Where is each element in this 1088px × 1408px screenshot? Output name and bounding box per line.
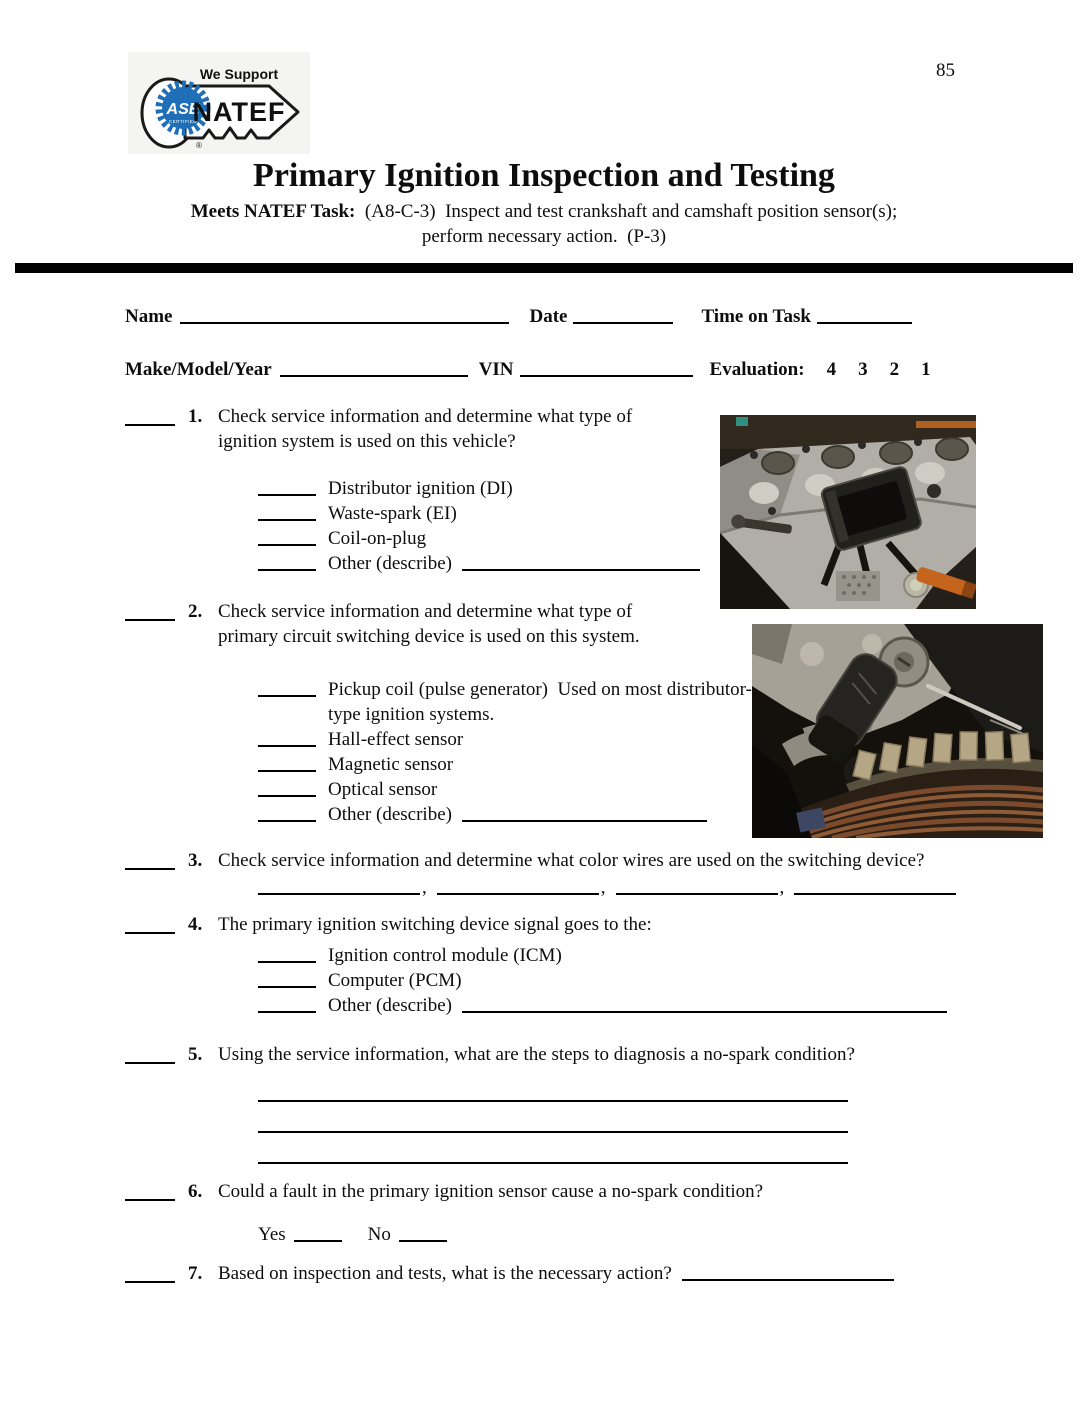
q2-option-2-label: Hall-effect sensor (328, 729, 464, 750)
q5-answer-line-2[interactable] (258, 1131, 848, 1133)
q2-option-4-label: Optical sensor (328, 779, 438, 800)
registered-mark: ® (196, 141, 202, 150)
q7-text: Based on inspection and tests, what is the necessary action? (218, 1263, 672, 1284)
date-input-blank[interactable] (573, 306, 673, 324)
evaluation-score-3[interactable]: 3 (858, 359, 868, 380)
q3-wire-color-blanks (258, 875, 1088, 900)
q6-yes-blank[interactable] (294, 1224, 342, 1242)
q2-text: Check service information and determine what type of primary circuit switching device is used on this system. (218, 601, 640, 647)
q2-option-4-blank[interactable] (258, 779, 316, 797)
q4-other-blank[interactable] (258, 995, 316, 1013)
q1-option-3-blank[interactable] (258, 528, 316, 546)
comma-separator: , (600, 877, 606, 898)
q5-text: Using the service information, what are the steps to diagnosis a no-spark condition? (218, 1044, 855, 1065)
q4-other-describe-blank[interactable] (462, 995, 947, 1013)
question-7 (125, 1261, 1088, 1286)
q3-score-blank[interactable] (125, 861, 175, 870)
comma-separator: , (422, 877, 427, 898)
question-5 (125, 1042, 1088, 1164)
vin-input-blank[interactable] (520, 359, 693, 377)
task-text: (A8-C-3) Inspect and test crankshaft and camshaft position sensor(s); (355, 201, 898, 222)
name-label: Name (125, 306, 173, 327)
q4-option-1-label: Ignition control module (ICM) (328, 945, 562, 966)
q7-answer-blank[interactable] (682, 1263, 894, 1281)
student-info-row (125, 304, 1088, 329)
vehicle-info-row (125, 357, 1088, 382)
task-text-2: perform necessary action. (P-3) (421, 226, 667, 247)
name-input-blank[interactable] (180, 306, 509, 324)
natef-task-line (0, 199, 1088, 249)
evaluation-score-2[interactable]: 2 (889, 359, 900, 380)
date-label: Date (529, 306, 568, 327)
q3-text: Check service information and determine what color wires are used on the switching device? (218, 850, 925, 871)
q1-text: Check service information and determine what type of ignition system is used on this vehicle? (218, 406, 637, 452)
task-label: Meets NATEF Task: (190, 201, 356, 222)
make-model-year-label: Make/Model/Year (125, 359, 272, 380)
time-on-task-input-blank[interactable] (817, 306, 912, 324)
q6-no-blank[interactable] (399, 1224, 447, 1242)
q6-yes-no-row (258, 1222, 1088, 1247)
q6-text: Could a fault in the primary ignition sensor cause a no-spark condition? (218, 1181, 764, 1202)
q1-option-3-label: Coil-on-plug (328, 528, 427, 549)
q1-other-blank[interactable] (258, 553, 316, 571)
q7-number: 7. (188, 1263, 203, 1284)
evaluation-score-4[interactable]: 4 (826, 359, 837, 380)
q1-other-describe-blank[interactable] (462, 553, 700, 571)
ase-logo-text: ASE (166, 101, 200, 118)
q2-option-3-label: Magnetic sensor (328, 754, 454, 775)
page-number: 85 (936, 60, 955, 81)
q1-option-1-label: Distributor ignition (DI) (328, 478, 513, 499)
q3-number: 3. (188, 850, 203, 871)
q6-score-blank[interactable] (125, 1192, 175, 1201)
q3-wire-color-blank-3[interactable] (616, 877, 778, 895)
q5-answer-lines (258, 1100, 1088, 1164)
q4-score-blank[interactable] (125, 925, 175, 934)
natef-ase-key-logo-icon (133, 56, 308, 153)
q4-option-2-label: Computer (PCM) (328, 970, 462, 991)
q1-number: 1. (188, 406, 203, 427)
q3-wire-color-blank-2[interactable] (437, 877, 599, 895)
make-model-year-input-blank[interactable] (280, 359, 468, 377)
q4-text: The primary ignition switching device signal goes to the: (218, 914, 652, 935)
camshaft-position-sensor-photo (720, 415, 976, 609)
question-4 (125, 912, 1088, 1018)
vin-label: VIN (478, 359, 514, 380)
ase-certified-text: CERTIFIED (168, 119, 198, 124)
q1-option-1-blank[interactable] (258, 478, 316, 496)
q4-other-label: Other (describe) (328, 995, 452, 1016)
natef-text: NATEF (192, 97, 286, 127)
q4-option-2-blank[interactable] (258, 970, 316, 988)
q3-wire-color-blank-4[interactable] (794, 877, 956, 895)
q2-other-label: Other (describe) (328, 804, 452, 825)
q2-score-blank[interactable] (125, 612, 175, 621)
divider-rule (15, 263, 1073, 273)
page-title: Primary Ignition Inspection and Testing (253, 157, 835, 194)
q3-wire-color-blank-1[interactable] (258, 877, 420, 895)
we-support-text: We Support (199, 66, 279, 82)
q4-option-1-blank[interactable] (258, 945, 316, 963)
time-on-task-label: Time on Task (701, 306, 811, 327)
q7-score-blank[interactable] (125, 1274, 175, 1283)
question-6 (125, 1179, 1088, 1247)
q5-score-blank[interactable] (125, 1055, 175, 1064)
q4-options (258, 943, 1088, 1018)
q2-other-describe-blank[interactable] (462, 804, 707, 822)
q4-option-row (258, 993, 1088, 1018)
evaluation-score-1[interactable]: 1 (921, 359, 931, 380)
q2-number: 2. (188, 601, 203, 622)
q2-option-3-blank[interactable] (258, 754, 316, 772)
q5-answer-line-1[interactable] (258, 1100, 848, 1102)
q1-option-2-blank[interactable] (258, 503, 316, 521)
q2-option-1-blank[interactable] (258, 679, 316, 697)
q6-number: 6. (188, 1181, 203, 1202)
q6-yes-label: Yes (258, 1224, 286, 1245)
q1-other-label: Other (describe) (328, 553, 452, 574)
q1-option-2-label: Waste-spark (EI) (328, 503, 457, 524)
q4-option-row (258, 943, 1088, 968)
evaluation-label: Evaluation: (709, 359, 805, 380)
q1-score-blank[interactable] (125, 417, 175, 426)
comma-separator: , (779, 877, 785, 898)
q5-answer-line-3[interactable] (258, 1162, 848, 1164)
q2-option-1-label: Pickup coil (pulse generator) Used on most distributor-type ignition systems. (328, 679, 752, 725)
q5-number: 5. (188, 1044, 203, 1065)
question-3 (125, 848, 1088, 900)
q6-no-label: No (367, 1224, 391, 1245)
q4-number: 4. (188, 914, 203, 935)
q4-option-row (258, 968, 1088, 993)
q2-option-2-blank[interactable] (258, 729, 316, 747)
q2-other-blank[interactable] (258, 804, 316, 822)
crankshaft-position-sensor-photo (752, 624, 1043, 838)
